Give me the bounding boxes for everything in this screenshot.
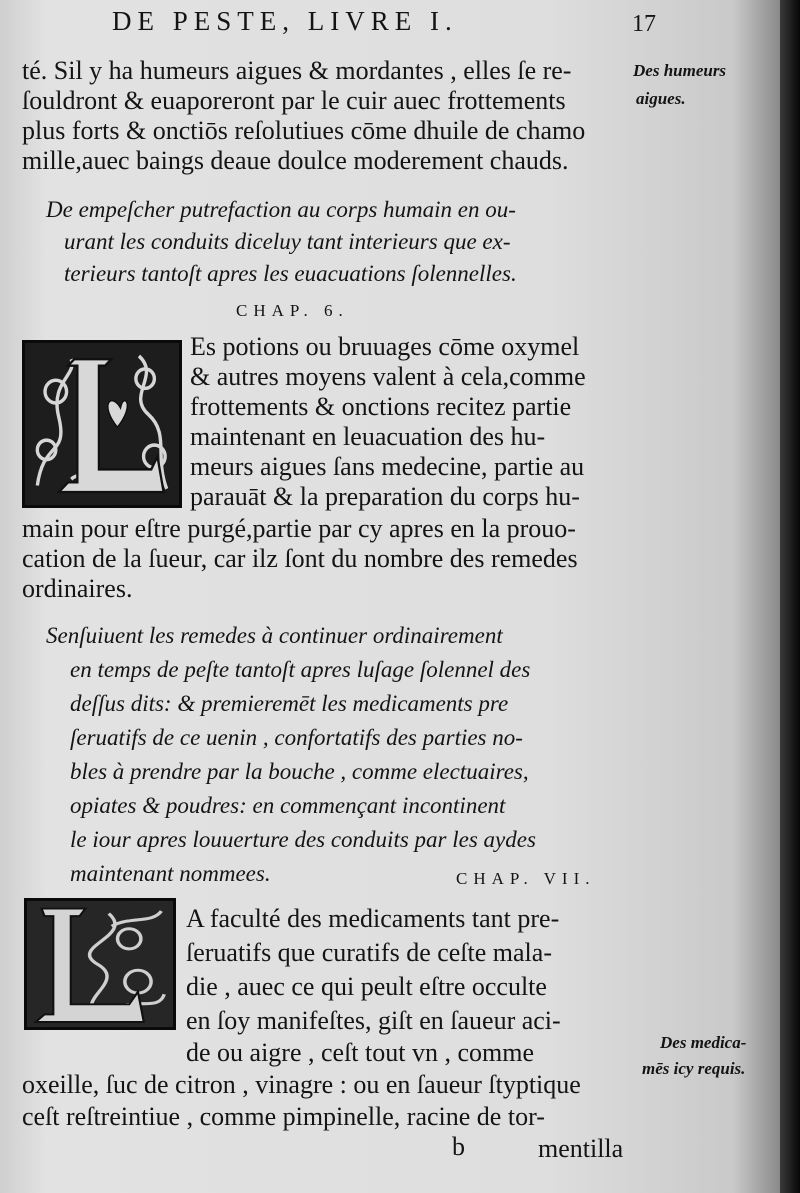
section-title-line: ſeruatifs de ce uenin , confortatifs des parties no- — [70, 725, 523, 750]
section-title-line: urant les conduits diceluy tant interieurs que ex- — [64, 229, 511, 254]
signature-mark: b — [452, 1132, 465, 1161]
margin-note: Des humeurs — [633, 61, 727, 80]
margin-note: Des medica- — [660, 1033, 747, 1052]
section-title-line: opiates & poudres: en commençant incontinent — [70, 793, 506, 818]
section-title-line: deſſus dits: & premieremēt les medicaments pre — [70, 691, 509, 716]
text-line: oxeille, ſuc de citron , vinagre : ou en ſaueur ſtyptique — [22, 1070, 581, 1099]
text-line: ceſt reſtreintiue , comme pimpinelle, racine de tor- — [22, 1102, 545, 1131]
section-title-line: Senſuiuent les remedes à continuer ordinairement — [46, 623, 503, 648]
margin-note: mēs icy requis. — [642, 1059, 746, 1078]
text-line: A faculté des medicaments tant pre- — [186, 904, 560, 933]
text-line: main pour eſtre purgé,partie par cy apres en la prouo- — [22, 514, 576, 543]
section-title-line: terieurs tantoſt apres les euacuations ſolennelles. — [64, 261, 517, 286]
section-title-line: bles à prendre par la bouche , comme electuaires, — [70, 759, 529, 784]
page-number: 17 — [632, 11, 656, 37]
text-line: maintenant en leuacuation des hu- — [190, 422, 546, 451]
text-line: die , auec ce qui peult eſtre occulte — [186, 972, 547, 1001]
section-title-line: De empeſcher putrefaction au corps humain en ou- — [46, 197, 516, 222]
text-line: té. Sil y ha humeurs aigues & mordantes , elles ſe re- — [22, 56, 572, 85]
text-line: meurs aigues ſans medecine, partie au — [190, 452, 585, 481]
chapter-heading: CHAP. VII. — [456, 869, 596, 888]
margin-note: aigues. — [636, 89, 686, 108]
text-line: plus forts & onctiōs reſolutiues cōme dhuile de chamo — [22, 116, 586, 145]
page-edge-shadow — [780, 0, 800, 1193]
text-line: ordinaires. — [22, 574, 133, 603]
text-line: ſeruatifs que curatifs de ceſte mala- — [186, 938, 552, 967]
text-line: parauāt & la preparation du corps hu- — [190, 482, 580, 511]
section-title-line: en temps de peſte tantoſt apres luſage ſolennel des — [70, 657, 531, 682]
decorated-initial — [24, 898, 176, 1030]
text-line: cation de la ſueur, car ilz ſont du nombre des remedes — [22, 544, 578, 573]
section-title-line: maintenant nommees. — [70, 861, 271, 886]
text-line: & autres moyens valent à cela,comme — [190, 362, 586, 391]
text-line: en ſoy manifeſtes, giſt en ſaueur aci- — [186, 1006, 561, 1035]
text-line: Es potions ou bruuages cōme oxymel — [190, 332, 580, 361]
text-line: frottements & onctions recitez partie — [190, 392, 572, 421]
floral-ornament-icon — [25, 343, 179, 505]
text-line: de ou aigre , ceſt tout vn , comme — [186, 1038, 535, 1067]
running-title: DE PESTE, LIVRE I. — [112, 6, 458, 36]
chapter-heading: CHAP. 6. — [236, 301, 349, 320]
text-line: ſouldront & euaporeront par le cuir auec frottements — [22, 86, 566, 115]
floral-ornament-icon — [27, 901, 173, 1027]
decorated-initial — [22, 340, 182, 508]
catchword: mentilla — [538, 1134, 624, 1163]
section-title-line: le iour apres louuerture des conduits par les aydes — [70, 827, 536, 852]
text-line: mille,auec baings deaue doulce moderement chauds. — [22, 146, 569, 175]
